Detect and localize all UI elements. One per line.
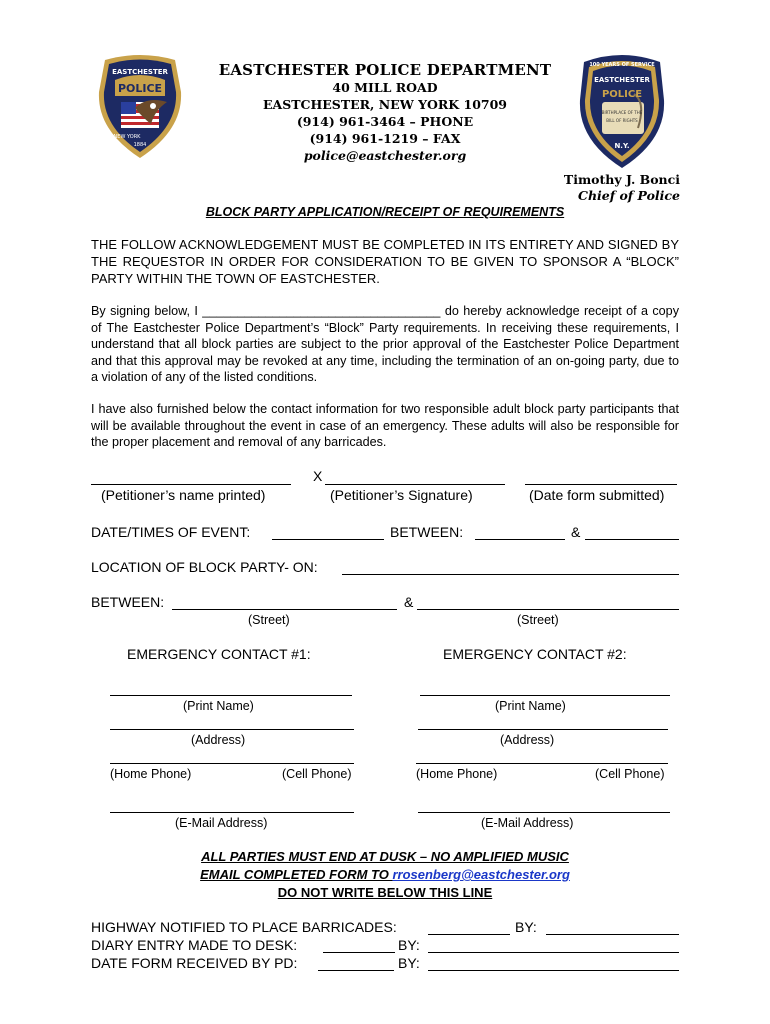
contact-2-phone-line[interactable] [416,763,668,764]
paragraph-acknowledgement: THE FOLLOW ACKNOWLEDGEMENT MUST BE COMPLETED IN ITS ENTIRETY AND SIGNED BY THE REQUESTOR IN ORDER FOR CONSIDERATION TO BE GIVEN TO SPONSOR A “BLOCK” PARTY WITHIN THE TOWN OF EASTCHESTER. [91,237,679,286]
date-received-label: DATE FORM RECEIVED BY PD: [91,955,298,971]
highway-notified-by-line[interactable] [546,934,679,935]
chief-name: Timothy J. Bonci [563,172,680,187]
event-dates-line[interactable] [272,539,384,540]
contact-1-cell-phone-caption: (Cell Phone) [282,767,352,781]
petitioner-signature-label: (Petitioner’s Signature) [330,487,473,503]
address-line-1: 40 MILL ROAD [332,80,438,95]
diary-entry-by-label: BY: [398,937,420,953]
contact-1-print-name-caption: (Print Name) [183,699,254,713]
diary-entry-date-line[interactable] [323,952,395,953]
left-badge-bottom-left: NEW YORK [113,134,141,140]
fax-line: (914) 961-1219 – FAX [309,131,461,146]
contact-1-heading: EMERGENCY CONTACT #1: [127,646,311,662]
department-email: police@eastchester.org [303,148,467,163]
contact-2-print-name-caption: (Print Name) [495,699,566,713]
contact-2-email-caption: (E-Mail Address) [481,816,574,830]
letterhead [200,62,570,164]
signature-x-mark: X [313,468,323,484]
contact-1-email-line[interactable] [110,812,354,813]
paragraph-signing: By signing below, I __________________________________ do hereby acknowledge receipt of a copy of The Eastchester Police Department’s “Block” Party requirements. In receiving these requirements, I understand that all block parties are subject to the prior approval of the Eastchester Police Department and that this approval may be revoked at any time, including the termination of an on-going party, due to a violation of any of the listed conditions. [91,304,679,384]
diary-entry-by-line[interactable] [428,952,679,953]
phone-line: (914) 961-3464 – PHONE [296,114,474,129]
document-title: BLOCK PARTY APPLICATION/RECEIPT OF REQUIREMENTS [205,205,565,219]
eastchester-police-patch-left [95,52,185,162]
contact-2-cell-phone-caption: (Cell Phone) [595,767,665,781]
contact-2-email-line[interactable] [418,812,670,813]
location-line[interactable] [342,574,679,575]
right-badge-bottom-text: N.Y. [614,142,630,150]
eastchester-police-100-years-patch-right [576,52,668,172]
notice-do-not-write [0,884,770,902]
contact-2-home-phone-caption: (Home Phone) [416,767,498,781]
contact-1-email-caption: (E-Mail Address) [175,816,268,830]
notice-email-link[interactable]: rrosenberg@eastchester.org [392,867,570,882]
left-badge-top-text: EASTCHESTER [112,68,168,76]
date-received-date-line[interactable] [318,970,394,971]
street-1-line[interactable] [172,609,397,610]
diary-entry-label: DIARY ENTRY MADE TO DESK: [91,937,298,953]
street-2-caption: (Street) [517,613,559,627]
contact-1-home-phone-caption: (Home Phone) [110,767,192,781]
contact-1-address-line[interactable] [110,729,354,730]
date-submitted-line[interactable] [525,484,677,485]
event-between-label: BETWEEN: [390,524,464,540]
street-2-line[interactable] [417,609,679,610]
notice-email-prefix: EMAIL COMPLETED FORM TO [200,867,393,882]
highway-notified-date-line[interactable] [428,934,510,935]
location-label: LOCATION OF BLOCK PARTY- ON: [91,559,318,575]
event-start-time-line[interactable] [475,539,565,540]
right-badge-scroll-text-1: BIRTHPLACE OF THE [601,110,643,115]
notice-end-at-dusk [0,848,770,866]
contact-2-heading: EMERGENCY CONTACT #2: [443,646,627,662]
highway-notified-label: HIGHWAY NOTIFIED TO PLACE BARRICADES: [91,919,397,935]
between-streets-amp: & [404,594,414,610]
right-badge-main-text: POLICE [601,89,643,100]
chief-block [564,172,680,204]
notice-do-not-write-text: DO NOT WRITE BELOW THIS LINE [277,885,493,900]
paragraph-contacts: I have also furnished below the contact information for two responsible adult block party participants that will be available throughout the event in case of an emergency. These adults will also be responsible for the proper placement and removal of any barricades. [91,402,679,449]
between-streets-label: BETWEEN: [91,594,165,610]
contact-2-address-line[interactable] [418,729,668,730]
contact-1-phone-line[interactable] [110,763,354,764]
street-1-caption: (Street) [248,613,290,627]
notice-email-form [0,866,770,884]
notice-end-at-dusk-text: ALL PARTIES MUST END AT DUSK – NO AMPLIFIED MUSIC [201,849,569,864]
petitioner-signature-line[interactable] [325,484,505,485]
date-submitted-label: (Date form submitted) [529,487,665,503]
right-badge-scroll-text-2: BILL OF RIGHTS [606,118,638,123]
highway-notified-by-label: BY: [515,919,537,935]
event-amp: & [571,524,581,540]
left-badge-bottom-right: 1884 [133,142,147,148]
chief-title: Chief of Police [578,188,680,203]
right-badge-top-text: 100 YEARS OF SERVICE [589,62,655,68]
petitioner-name-label: (Petitioner’s name printed) [101,487,266,503]
date-received-by-line[interactable] [428,970,679,971]
contact-2-address-caption: (Address) [500,733,555,747]
event-end-time-line[interactable] [585,539,679,540]
left-badge-main-text: POLICE [117,82,163,95]
contact-2-name-line[interactable] [420,695,670,696]
contact-1-name-line[interactable] [110,695,352,696]
date-received-by-label: BY: [398,955,420,971]
right-badge-arc-text: EASTCHESTER [594,76,650,84]
event-dates-label: DATE/TIMES OF EVENT: [91,524,251,540]
department-name: EASTCHESTER POLICE DEPARTMENT [218,61,552,79]
contact-1-address-caption: (Address) [191,733,246,747]
address-line-2: EASTCHESTER, NEW YORK 10709 [262,97,508,112]
petitioner-name-line[interactable] [91,484,291,485]
